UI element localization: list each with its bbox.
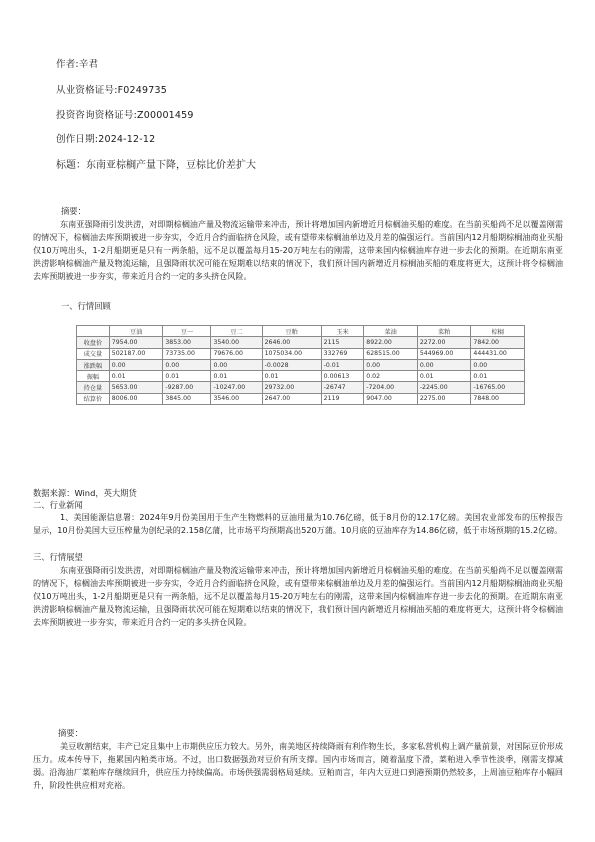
table-cell: 2272.00: [417, 337, 471, 348]
table-header-cell: 豆粕: [262, 326, 321, 337]
table-header-cell: 豆二: [211, 326, 262, 337]
table-cell: 79676.00: [211, 348, 262, 359]
table-cell: 0.00: [417, 359, 471, 370]
table-cell: 0.00613: [321, 371, 364, 382]
table-cell: 0.01: [262, 371, 321, 382]
table-cell: 0.00: [471, 359, 525, 370]
table-cell: -26747: [321, 382, 364, 393]
table-row-label: 收盘价: [77, 337, 110, 348]
table-header-cell: [77, 326, 110, 337]
table-cell: 73735.00: [163, 348, 211, 359]
table-cell: 544969.00: [417, 348, 471, 359]
table-cell: 2275.00: [417, 393, 471, 404]
table-cell: 2647.00: [262, 393, 321, 404]
table-row: [77, 382, 525, 393]
abstract2-label: 摘要：: [58, 728, 83, 738]
table-cell: 3546.00: [211, 393, 262, 404]
table-header-cell: 豆一: [163, 326, 211, 337]
table-header-row: [77, 326, 525, 337]
table-cell: 0.00: [163, 359, 211, 370]
table-cell: -2245.00: [417, 382, 471, 393]
table-cell: -16765.00: [471, 382, 525, 393]
table-cell: 0.01: [417, 371, 471, 382]
table-cell: -0.0028: [262, 359, 321, 370]
table-cell: -9287.00: [163, 382, 211, 393]
table-row: [77, 371, 525, 382]
table-header-cell: 菜油: [364, 326, 418, 337]
table-cell: 8006.00: [109, 393, 163, 404]
section-industry-news: 二、行业新闻: [33, 500, 83, 510]
table-cell: 0.01: [109, 371, 163, 382]
table-cell: 3540.00: [211, 337, 262, 348]
data-source: 数据来源：Wind，英大期货: [33, 488, 137, 498]
table-cell: 3853.00: [163, 337, 211, 348]
advisory-line: 投资咨询资格证号:Z00001459: [56, 110, 194, 121]
table-header-cell: 菜粕: [417, 326, 471, 337]
author-line: 作者:辛君: [56, 59, 99, 70]
table-cell: 29732.00: [262, 382, 321, 393]
table-cell: 7954.00: [109, 337, 163, 348]
table-header-cell: 豆油: [109, 326, 163, 337]
page-title: 标题：东南亚棕榈产量下降，豆棕比价差扩大: [56, 160, 256, 171]
table-cell: -10247.00: [211, 382, 262, 393]
table-cell: 7842.00: [471, 337, 525, 348]
table-cell: 2646.00: [262, 337, 321, 348]
table-cell: 332769: [321, 348, 364, 359]
table-row: [77, 348, 525, 359]
section-market-review: 一、行情回顾: [61, 301, 111, 311]
section-outlook: 三、行情展望: [33, 552, 83, 562]
abstract-label: 摘要：: [61, 206, 86, 216]
outlook-text: 东南亚强降雨引发洪涝，对即期棕榈油产量及物流运输带来冲击，预计将增加国内新增近月棕榈油买船的难度。在当前买船尚不足以覆盖刚需的情况下，棕榈油去库预期被进一步夯实，令近月合约面临挤仓风险，或有望带来棕榈油单边及月差的偏强运行。当前国内12月船期棕榈油商业买船仅10万吨出头，1-2月船期更是只有一两条船，远不足以覆盖每月15-20万吨左右的刚需，这带来国内棕榈油库存进一步去化的预期。在近期东南亚洪涝影响棕榈油产量及物流运输，且强降雨状况可能在短期难以结束的情况下，我们预计国内新增近月棕榈油买船的难度将更大，这预计将令棕榈油去库预期被进一步夯实，带来近月合约一定的多头挤仓风险。: [33, 565, 563, 627]
table-cell: 1075034.00: [262, 348, 321, 359]
table-cell: 9047.00: [364, 393, 418, 404]
table-cell: 502187.00: [109, 348, 163, 359]
news-text: 1、美国能源信息署：2024年9月份美国用于生产生物燃料的豆油用量为10.76亿磅，低于8月份的12.17亿磅。美国农业部发布的压榨报告显示，10月份美国大豆压榨量为创纪录的2.158亿蒲，比市场平均预期高出520万蒲。10月底的豆油库存为14.86亿磅，低于市场预期的15.2亿磅。: [33, 512, 563, 535]
abstract2-text: 美豆收割结束，丰产已定且集中上市期供应压力较大。另外，南美地区持续降雨有利作物生长，多家私营机构上调产量前景，对国际豆价形成压力。成本传导下，拖累国内粕类市场。不过，出口数据强劲对豆价有所支撑。国内市场而言，随着温度下滑，菜粕进入季节性淡季，刚需支撑减弱。沿海油厂菜粕库存继续回升，供应压力持续偏高。市场供强需弱格局延续。豆粕而言，年内大豆进口到港预期仍然较多，上周油豆粕库存小幅回升，阶段性供应相对充裕。: [33, 741, 563, 790]
table-row: [77, 337, 525, 348]
table-cell: 8922.00: [364, 337, 418, 348]
table-row-label: 成交量: [77, 348, 110, 359]
table-cell: 3845.00: [163, 393, 211, 404]
date-line: 创作日期:2024-12-12: [56, 134, 156, 145]
table-cell: 444431.00: [471, 348, 525, 359]
table-row-label: 涨跌幅: [77, 359, 110, 370]
table-cell: -0.01: [321, 359, 364, 370]
table-cell: 2119: [321, 393, 364, 404]
table-row-label: 振幅: [77, 371, 110, 382]
table-cell: 7848.00: [471, 393, 525, 404]
table-cell: 0.00: [364, 359, 418, 370]
table-cell: 0.00: [211, 359, 262, 370]
table-row-label: 结算价: [77, 393, 110, 404]
table-header-cell: 玉米: [321, 326, 364, 337]
table-cell: 5653.00: [109, 382, 163, 393]
table-cell: 0.02: [364, 371, 418, 382]
table-header-cell: 棕榈: [471, 326, 525, 337]
table-row: [77, 393, 525, 404]
table-cell: 0.01: [211, 371, 262, 382]
quote-table: [76, 325, 525, 405]
table-row-label: 持仓量: [77, 382, 110, 393]
abstract-text: 东南亚强降雨引发洪涝，对即期棕榈油产量及物流运输带来冲击，预计将增加国内新增近月棕榈油买船的难度。在当前买船尚不足以覆盖刚需的情况下，棕榈油去库预期被进一步夯实，令近月合约面临挤仓风险，或有望带来棕榈油单边及月差的偏强运行。当前国内12月船期棕榈油商业买船仅10万吨出头，1-2月船期更是只有一两条船，远不足以覆盖每月15-20万吨左右的刚需，这带来国内棕榈油库存进一步去化的预期。在近期东南亚洪涝影响棕榈油产量及物流运输，且强降雨状况可能在短期难以结束的情况下，我们预计国内新增近月棕榈油买船的难度将更大，这预计将令棕榈油去库预期被进一步夯实，带来近月合约一定的多头挤仓风险。: [33, 219, 563, 281]
table-cell: 628515.00: [364, 348, 418, 359]
table-row: [77, 359, 525, 370]
table-cell: 2115: [321, 337, 364, 348]
table-cell: 0.00: [109, 359, 163, 370]
table-cell: -7204.00: [364, 382, 418, 393]
qualification-line: 从业资格证号:F0249735: [56, 85, 167, 96]
table-cell: 0.01: [471, 371, 525, 382]
table-cell: 0.01: [163, 371, 211, 382]
